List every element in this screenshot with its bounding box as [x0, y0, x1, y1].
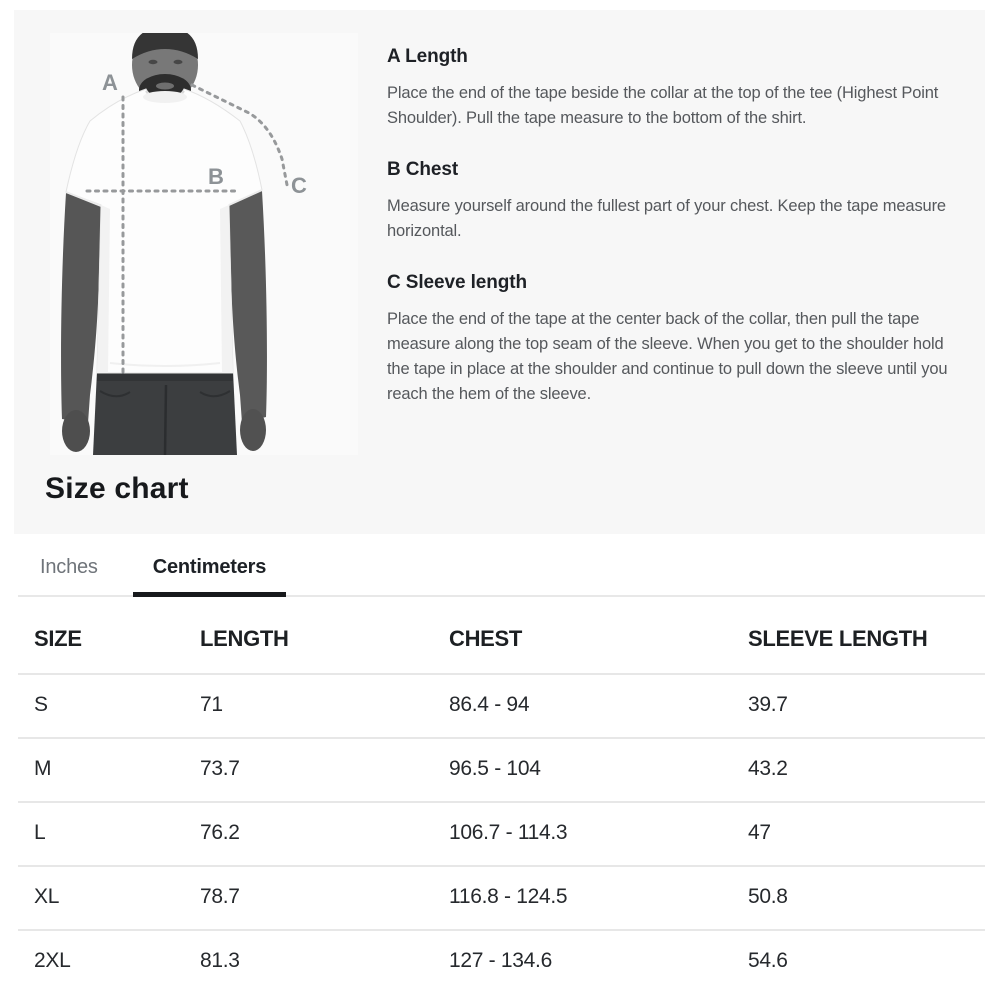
cell-length: 81.3 [200, 949, 240, 972]
cell-sleeve-length: 39.7 [748, 693, 788, 716]
guide-section-title: A Length [387, 46, 468, 67]
row-divider [18, 929, 985, 931]
table-row-xl [0, 865, 1000, 929]
guide-section-chest [387, 157, 965, 244]
column-header-size: SIZE [34, 625, 82, 651]
row-divider [18, 865, 985, 867]
row-divider [18, 737, 985, 739]
table-header-row [0, 600, 1000, 673]
table-row-s [0, 673, 1000, 737]
cell-size: L [34, 821, 46, 844]
row-divider [18, 673, 985, 675]
cell-sleeve-length: 47 [748, 821, 771, 844]
table-row-l [0, 801, 1000, 865]
cell-chest: 106.7 - 114.3 [449, 821, 568, 844]
cell-sleeve-length: 43.2 [748, 757, 788, 780]
cell-sleeve-length: 54.6 [748, 949, 788, 972]
cell-length: 71 [200, 693, 223, 716]
figure-label-b: B [208, 164, 224, 189]
row-divider [18, 801, 985, 803]
cell-length: 73.7 [200, 757, 240, 780]
guide-section-sleeve [387, 270, 965, 407]
guide-section-title: B Chest [387, 159, 459, 180]
tshirt-measurement-figure [50, 33, 365, 455]
cell-chest: 127 - 134.6 [449, 949, 552, 972]
guide-section-title: C Sleeve length [387, 272, 527, 293]
guide-section-body: Place the end of the tape beside the collar at the top of the tee (Highest Point Shoulder). Pull the tape measure to the bottom of the shirt. [387, 84, 939, 127]
guide-section-length [387, 44, 965, 131]
guide-section-body: Place the end of the tape at the center back of the collar, then pull the tape measure along the top seam of the sleeve. When you get to the shoulder hold the tape in place at the shoulder and continue to pull down the sleeve until you reach the hem of the sleeve. [387, 310, 948, 403]
cell-size: 2XL [34, 949, 71, 972]
column-header-chest: CHEST [449, 625, 523, 651]
measurement-guide-panel [14, 10, 985, 534]
cell-chest: 86.4 - 94 [449, 693, 530, 716]
tab-centimeters[interactable]: Centimeters [133, 537, 286, 597]
cell-length: 76.2 [200, 821, 240, 844]
unit-tabs [0, 537, 1000, 597]
column-header-sleeve-length: SLEEVE LENGTH [748, 625, 928, 651]
cell-sleeve-length: 50.8 [748, 885, 788, 908]
figure-label-c: C [291, 173, 307, 198]
column-header-length: LENGTH [200, 625, 289, 651]
cell-size: M [34, 757, 52, 780]
tab-inches[interactable]: Inches [40, 555, 98, 578]
cell-chest: 96.5 - 104 [449, 757, 541, 780]
table-row-m [0, 737, 1000, 801]
cell-chest: 116.8 - 124.5 [449, 885, 568, 908]
guide-section-body: Measure yourself around the fullest part of your chest. Keep the tape measure horizontal. [387, 197, 946, 240]
model-photo [50, 33, 365, 455]
cell-size: XL [34, 885, 60, 908]
cell-length: 78.7 [200, 885, 240, 908]
measurement-instructions [387, 44, 965, 407]
cell-size: S [34, 693, 48, 716]
size-table [0, 600, 1000, 993]
table-row-2xl [0, 929, 1000, 993]
model-jeans [93, 371, 237, 455]
page-title: Size chart [45, 472, 189, 505]
figure-label-a: A [102, 70, 118, 95]
